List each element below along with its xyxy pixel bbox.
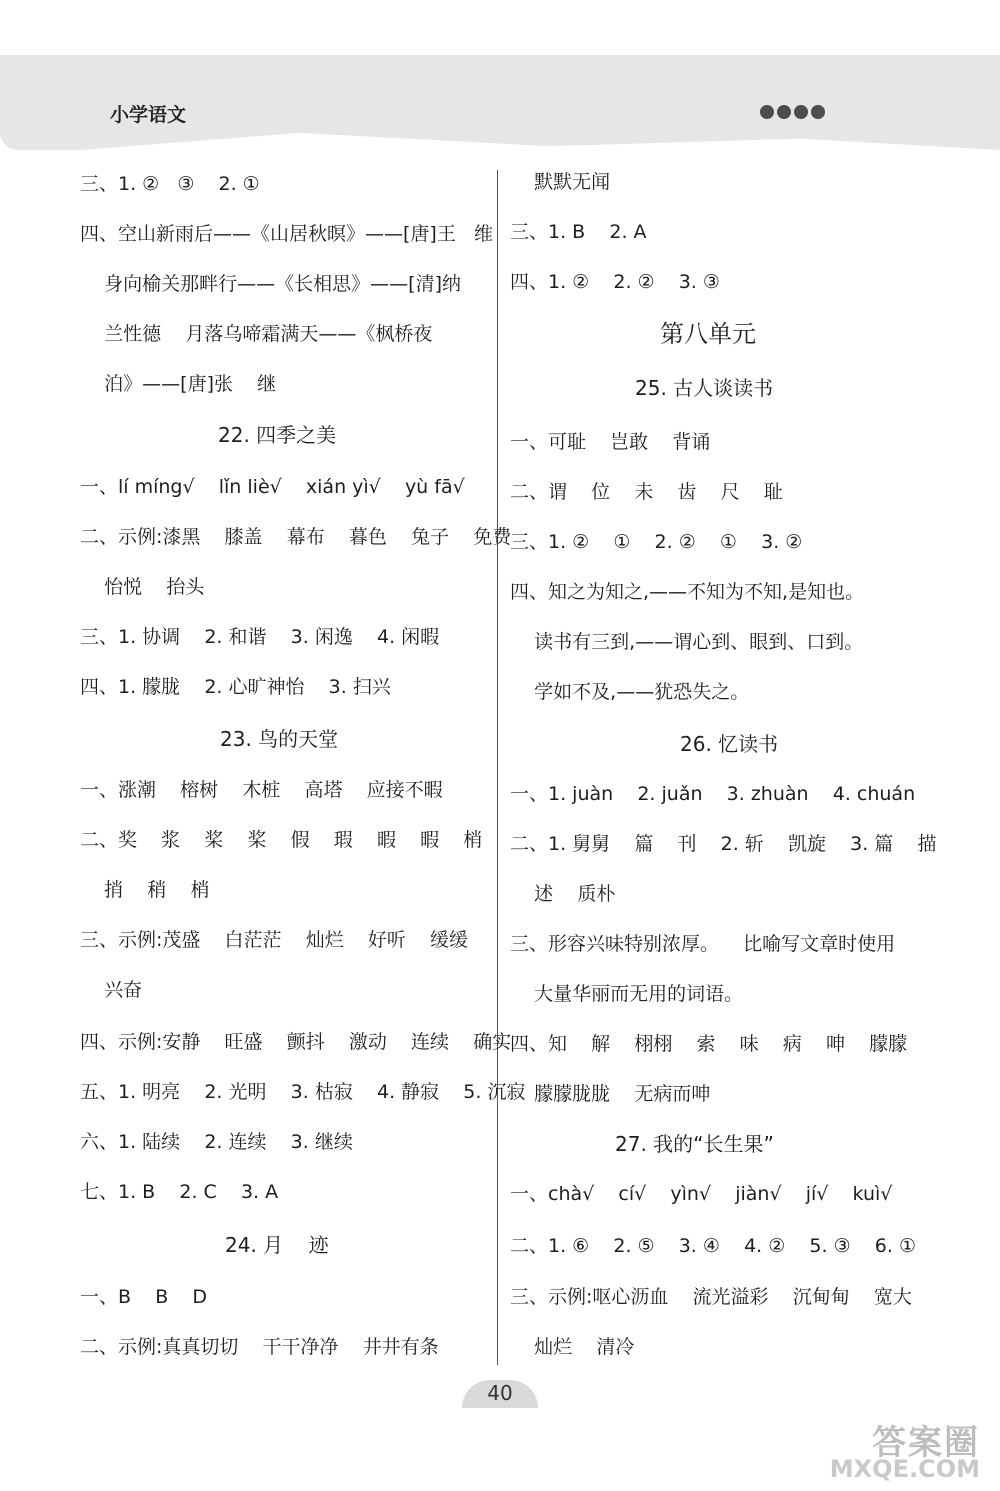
dot-icon [777, 105, 791, 119]
answer-line: 默默无闻 [510, 171, 611, 193]
answer-line: 四、知之为知之,——不知为不知,是知也。 [510, 581, 865, 603]
lesson-heading: 23. 鸟的天堂 [220, 727, 339, 751]
answer-line: 泊》——[唐]张 继 [80, 373, 277, 395]
answer-line: 二、1. 舅舅 篇 刊 2. 斩 凯旋 3. 篇 描 [510, 833, 937, 855]
answer-line: 三、1. B 2. A [510, 221, 647, 243]
dot-icon [811, 105, 825, 119]
watermark-logo: 答案圈 [872, 1423, 980, 1463]
answer-line: 六、1. 陆续 2. 连续 3. 继续 [80, 1131, 353, 1153]
answer-line: 三、1. ② ① 2. ② ① 3. ② [510, 531, 803, 553]
answer-line: 四、知 解 栩栩 索 味 病 呻 朦朦 [510, 1033, 908, 1055]
answer-line: 二、奖 浆 桨 桨 假 瑕 暇 暇 梢 [80, 829, 483, 851]
answer-line: 四、示例:安静 旺盛 颤抖 激动 连续 确实 [80, 1031, 512, 1053]
column-divider [497, 170, 498, 1365]
answer-line: 朦朦胧胧 无病而呻 [510, 1083, 711, 1105]
answer-line: 二、1. ⑥ 2. ⑤ 3. ④ 4. ② 5. ③ 6. ① [510, 1235, 916, 1257]
answer-line: 身向榆关那畔行——《长相思》——[清]纳 [80, 273, 461, 295]
answer-line: 一、涨潮 榕树 木桩 高塔 应接不暇 [80, 779, 443, 801]
answer-line: 述 质朴 [510, 883, 616, 905]
answer-line: 一、B B D [80, 1286, 208, 1308]
answer-line: 学如不及,——犹恐失之。 [510, 681, 750, 703]
lesson-heading: 24. 月 迹 [225, 1233, 329, 1257]
header-dots [760, 105, 825, 119]
answer-line: 四、1. ② 2. ② 3. ③ [510, 271, 720, 293]
lesson-heading: 25. 古人谈读书 [635, 376, 774, 400]
answer-line: 一、可耻 岂敢 背诵 [510, 431, 711, 453]
answer-line: 一、lí míng√ lǐn liè√ xián yì√ yù fā√ [80, 476, 465, 498]
answer-line: 一、1. juàn 2. juǎn 3. zhuàn 4. chuán [510, 783, 916, 805]
answer-line: 四、空山新雨后——《山居秋暝》——[唐]王 维 [80, 223, 493, 245]
dot-icon [794, 105, 808, 119]
subject-title: 小学语文 [110, 104, 187, 126]
answer-line: 读书有三到,——谓心到、眼到、口到。 [510, 631, 864, 653]
unit-heading: 第八单元 [660, 320, 756, 348]
page-number: 40 [487, 1381, 513, 1405]
answer-line: 三、1. ② ③ 2. ① [80, 173, 260, 195]
answer-line: 捎 稍 梢 [80, 879, 210, 901]
answer-line: 大量华丽而无用的词语。 [510, 983, 744, 1005]
answer-line: 三、示例:呕心沥血 流光溢彩 沉甸甸 宽大 [510, 1286, 912, 1308]
answer-line: 兴奋 [80, 979, 143, 1001]
answer-line: 三、1. 协调 2. 和谐 3. 闲逸 4. 闲暇 [80, 626, 440, 648]
answer-line: 兰性德 月落乌啼霜满天——《枫桥夜 [80, 323, 433, 345]
answer-line: 四、1. 朦胧 2. 心旷神怡 3. 扫兴 [80, 676, 391, 698]
answer-line: 三、形容兴味特别浓厚。 比喻写文章时使用 [510, 933, 896, 955]
answer-line: 灿烂 清冷 [510, 1336, 635, 1358]
lesson-heading: 22. 四季之美 [218, 423, 337, 447]
answer-line: 二、谓 位 未 齿 尺 耻 [510, 481, 783, 503]
answer-line: 三、示例:茂盛 白茫茫 灿烂 好听 缓缓 [80, 929, 469, 951]
lesson-heading: 27. 我的“长生果” [615, 1132, 774, 1156]
answer-line: 二、示例:漆黑 膝盖 幕布 暮色 兔子 免费 [80, 526, 512, 548]
answer-line: 五、1. 明亮 2. 光明 3. 枯寂 4. 静寂 5. 沉寂 [80, 1081, 526, 1103]
answer-line: 一、chà√ cí√ yìn√ jiàn√ jí√ kuì√ [510, 1183, 893, 1205]
dot-icon [760, 105, 774, 119]
watermark-url: MXQE.COM [829, 1455, 980, 1483]
answer-line: 二、示例:真真切切 干干净净 井井有条 [80, 1336, 439, 1358]
answer-line: 七、1. B 2. C 3. A [80, 1181, 279, 1203]
lesson-heading: 26. 忆读书 [680, 732, 779, 756]
answer-line: 怡悦 抬头 [80, 576, 205, 598]
